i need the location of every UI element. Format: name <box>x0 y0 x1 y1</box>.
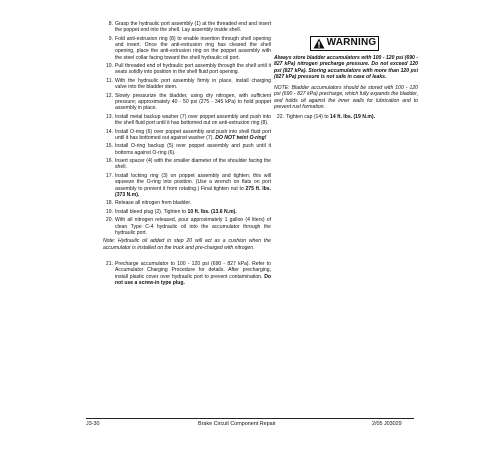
document-code: 2/05 J03029 <box>372 421 402 427</box>
warning-text: Always store bladder accumulators with 100 - 120 psi (690 - 827 kPa) nitrogen precharge pressure. Do not exceed 120 psi (827 kPa). Storing accumulators with more than 120 psi (827 kPa) pressure is not safe in case of leaks. <box>274 55 418 80</box>
step-text-main: Precharge accumulator to 100 - 120 psi (690 - 827 kPa). Refer to Accumulator Charging Procedure for details. After precharging, install plastic cover over hydraulic port to prevent contamination. <box>115 260 271 280</box>
step-14 <box>103 129 271 142</box>
step-number: 21 . <box>103 261 113 267</box>
step-text: Pull threaded end of hydraulic port assembly through the shell until it seats solidly into position in the shell fluid port opening. <box>115 63 271 76</box>
step-19 <box>103 209 271 215</box>
step-text: With all nitrogen released, pour approximately 1 gallon (4 liters) of clean Type C-4 hydraulic oil into the accumulator through the hydraulic port. <box>115 217 271 236</box>
step-17 <box>103 173 271 198</box>
step-text: Install O-ring backup (5) over poppet assembly and push until it bottoms against O-ring (6). <box>115 143 271 156</box>
warning-triangle-icon <box>313 38 325 49</box>
step-text <box>286 114 418 120</box>
step-emphasis: Do not use a screw-in type plug. <box>115 273 271 286</box>
step-text <box>115 209 271 215</box>
step-text-main: Install locking ring (3) on poppet assembly and tighten; this will squeeze the O-ring into position. (Use a wrench on flats on port assembly to prevent it from rotating.) Final tighten nut to <box>115 172 271 192</box>
step-12 <box>103 93 271 112</box>
step-number: 10 . <box>103 63 113 69</box>
step-8 <box>103 21 271 34</box>
storage-note: NOTE: Bladder accumulators should be stored with 100 - 120 psi (690 - 827 kPa) precharge, which fully expands the bladder, and holds oil against the inner walls for lubrication and to prevent rust formation. <box>274 85 418 111</box>
step-number: 15 . <box>103 143 113 149</box>
section-title: Brake Circuit Component Repair <box>198 421 276 427</box>
step-20 <box>103 217 271 236</box>
step-number: 13 . <box>103 114 113 120</box>
step-number: 9 . <box>103 36 113 42</box>
page-number: J3-30 <box>86 421 100 427</box>
step-number: 14 . <box>103 129 113 135</box>
step-number: 11 . <box>103 78 113 84</box>
step-text <box>115 261 271 286</box>
step-number: 22 . <box>274 114 284 120</box>
step-13 <box>103 114 271 127</box>
step-text-main: Install bleed plug (2). Tighten to <box>115 208 187 215</box>
step-text: Fold anti-extrusion ring (8) to enable insertion through shell opening and insert. Once the anti-extrusion ring has cleared the shell opening, place the anti-extrusion ring on the poppet assembly with the steel collar facing toward the shell hydraulic oil port. <box>115 35 271 61</box>
step-number: 17 . <box>103 173 113 179</box>
step-11 <box>103 78 271 91</box>
step-emphasis: DO NOT twist O-ring! <box>213 134 267 141</box>
step-22 <box>274 114 418 120</box>
step-number: 8 . <box>103 21 113 27</box>
step-number: 20 . <box>103 217 113 223</box>
step-text: Grasp the hydraulic port assembly (1) at the threaded end and insert the poppet end into the shell. Lay assembly inside shell. <box>115 21 271 34</box>
step-text-main: Tighten cap (14) to <box>286 114 329 121</box>
step-text: Release all nitrogen from bladder. <box>115 200 192 207</box>
step-text: Slowly pressurize the bladder, using dry nitrogen, with sufficient pressure; approximately 40 - 50 psi (275 - 345 kPa) to hold poppet assembly in place. <box>115 92 271 112</box>
step-number: 16 . <box>103 158 113 164</box>
warning-label: WARNING <box>326 37 377 49</box>
left-column <box>103 21 271 288</box>
step-18 <box>103 200 271 206</box>
torque-spec: 10 ft. lbs. (13.6 N.m). <box>186 208 237 215</box>
step-10 <box>103 63 271 76</box>
step-9 <box>103 36 271 61</box>
step-text: Insert spacer (4) with the smaller diameter of the shoulder facing the shell. <box>115 158 271 171</box>
step-text-main: Install O-ring (6) over poppet assembly and push into shell fluid port until it has bottomed out against washer (7). <box>115 128 271 141</box>
torque-spec: 14 ft. lbs. (19 N.m). <box>328 114 375 121</box>
step-15 <box>103 143 271 156</box>
step-number: 18 . <box>103 200 113 206</box>
right-column <box>274 36 418 123</box>
hydraulic-oil-note: Note: Hydraulic oil added in step 20 will act as a cushion when the accumulator is installed on the truck and pre-charged with nitrogen. <box>103 238 271 251</box>
step-number: 12 . <box>103 93 113 99</box>
step-number: 19 . <box>103 209 113 215</box>
step-16 <box>103 158 271 171</box>
footer-divider <box>86 418 414 419</box>
step-text: With the hydraulic port assembly firmly in place, install charging valve into the bladder stem. <box>115 77 271 91</box>
step-text <box>115 129 271 142</box>
torque-spec: 275 ft. lbs. (373 N.m). <box>115 185 271 198</box>
step-text <box>115 173 271 198</box>
step-21 <box>103 261 271 286</box>
step-text: Install metal backup washer (7) over poppet assembly and push into the shell fluid port until it has bottomed out on anti-extrusion ring (8). <box>115 113 271 127</box>
warning-banner <box>310 36 379 51</box>
